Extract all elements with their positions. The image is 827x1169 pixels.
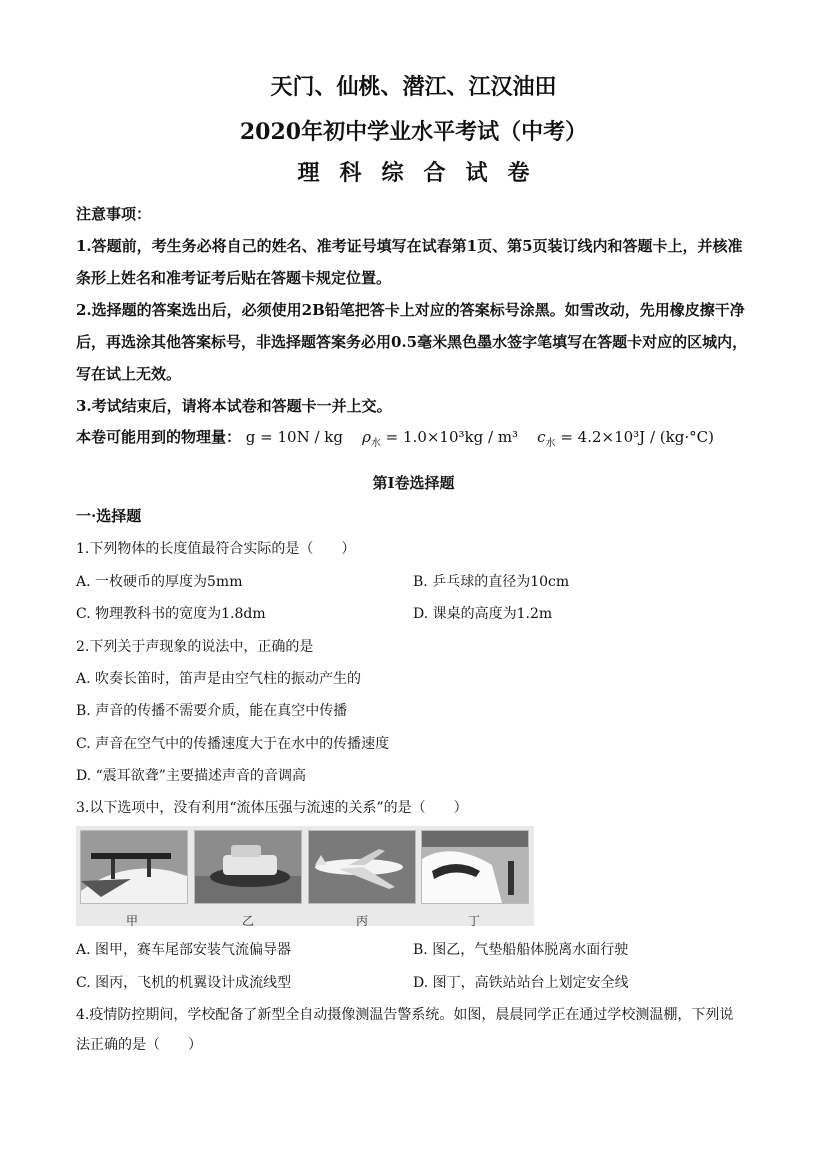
q3-option-d: D. 图丁，高铁站站台上划定安全线	[413, 975, 629, 991]
airplane-image	[308, 830, 416, 904]
q2-stem: 2.下列关于声现象的说法中，正确的是	[76, 639, 314, 655]
constant-rho-symbol: ρ	[362, 428, 371, 446]
caption-ding: 丁	[468, 914, 481, 928]
notice-item-1: 1.答题前，考生务必将自己的姓名、准考证号填写在试春第1页、第5页装订线内和答题卡上，并核准条形上姓名和准考证考后贴在答题卡规定位置。	[76, 237, 743, 287]
q4-stem-line-2: 法正确的是（ ）	[76, 1037, 202, 1053]
caption-yi: 乙	[242, 914, 255, 928]
notice-heading: 注意事项：	[76, 205, 152, 223]
caption-jia: 甲	[126, 914, 139, 928]
constant-c-symbol: c	[537, 428, 546, 446]
notice-block	[76, 198, 756, 422]
header-exam-year: 2020年初中学业水平考试（中考）	[239, 119, 588, 145]
q1-option-d: D. 课桌的高度为1.2m	[413, 606, 553, 622]
caption-bing: 丙	[356, 914, 369, 928]
q4-stem-line-1: 4.疫情防控期间，学校配备了新型全自动摄像测温告警系统。如图，晨晨同学正在通过学校测温棚，下列说	[76, 1007, 734, 1023]
high-speed-train-image	[421, 830, 529, 904]
q2-option-a: A. 吹奏长笛时，笛声是由空气柱的振动产生的	[76, 671, 362, 687]
q1-stem: 1.下列物体的长度值最符合实际的是（ ）	[76, 541, 356, 557]
q3-stem: 3.以下选项中，没有利用“流体压强与流速的关系”的是（ ）	[76, 800, 468, 816]
constant-c-value: = 4.2×10³J / (kg·°C)	[555, 428, 714, 446]
notice-item-2: 2.选择题的答案选出后，必须使用2B铅笔把答卡上对应的答案标号涂黑。如雪改动，先用橡皮擦干净后，再选涂其他答案标号，非选择题答案务必用0.5毫米黑色墨水签字笔填写在答题卡对应的区城内，写在试上无效。	[76, 301, 748, 383]
notice-item-3: 3.考试结束后，请将本试卷和答题卡一并上交。	[76, 397, 392, 415]
race-car-spoiler-image	[80, 830, 188, 904]
constants-label: 本卷可能用到的物理量：	[76, 428, 242, 446]
q3-option-b: B. 图乙，气垫船船体脱离水面行驶	[413, 942, 629, 958]
q3-figure-strip	[76, 826, 534, 926]
q2-option-b: B. 声音的传播不需要介质，能在真空中传播	[76, 703, 348, 719]
q2-option-c: C. 声音在空气中的传播速度大于在水中的传播速度	[76, 736, 390, 752]
constant-g: g = 10N / kg	[245, 428, 343, 446]
part-title: 一·选择题	[76, 507, 142, 525]
constant-rho-value: = 1.0×10³kg / m³	[380, 428, 519, 446]
header-subject: 理科综合试卷	[297, 160, 550, 186]
q1-option-a: A. 一枚硬币的厚度为5mm	[76, 574, 243, 590]
q2-option-d: D. “震耳欲聋”主要描述声音的音调高	[76, 768, 306, 784]
hovercraft-image	[194, 830, 302, 904]
constant-rho-sub: 水	[370, 438, 381, 449]
section-title: 第I卷选择题	[372, 474, 455, 492]
physical-constants	[76, 426, 714, 449]
q1-option-b: B. 乒乓球的直径为10cm	[413, 574, 570, 590]
header-region: 天门、仙桃、潜江、江汉油田	[270, 74, 557, 100]
q1-option-c: C. 物理教科书的宽度为1.8dm	[76, 606, 266, 622]
q3-option-a: A. 图甲，赛车尾部安装气流偏导器	[76, 942, 292, 958]
constant-c-sub: 水	[545, 438, 556, 449]
q3-option-c: C. 图丙，飞机的机翼设计成流线型	[76, 975, 292, 991]
